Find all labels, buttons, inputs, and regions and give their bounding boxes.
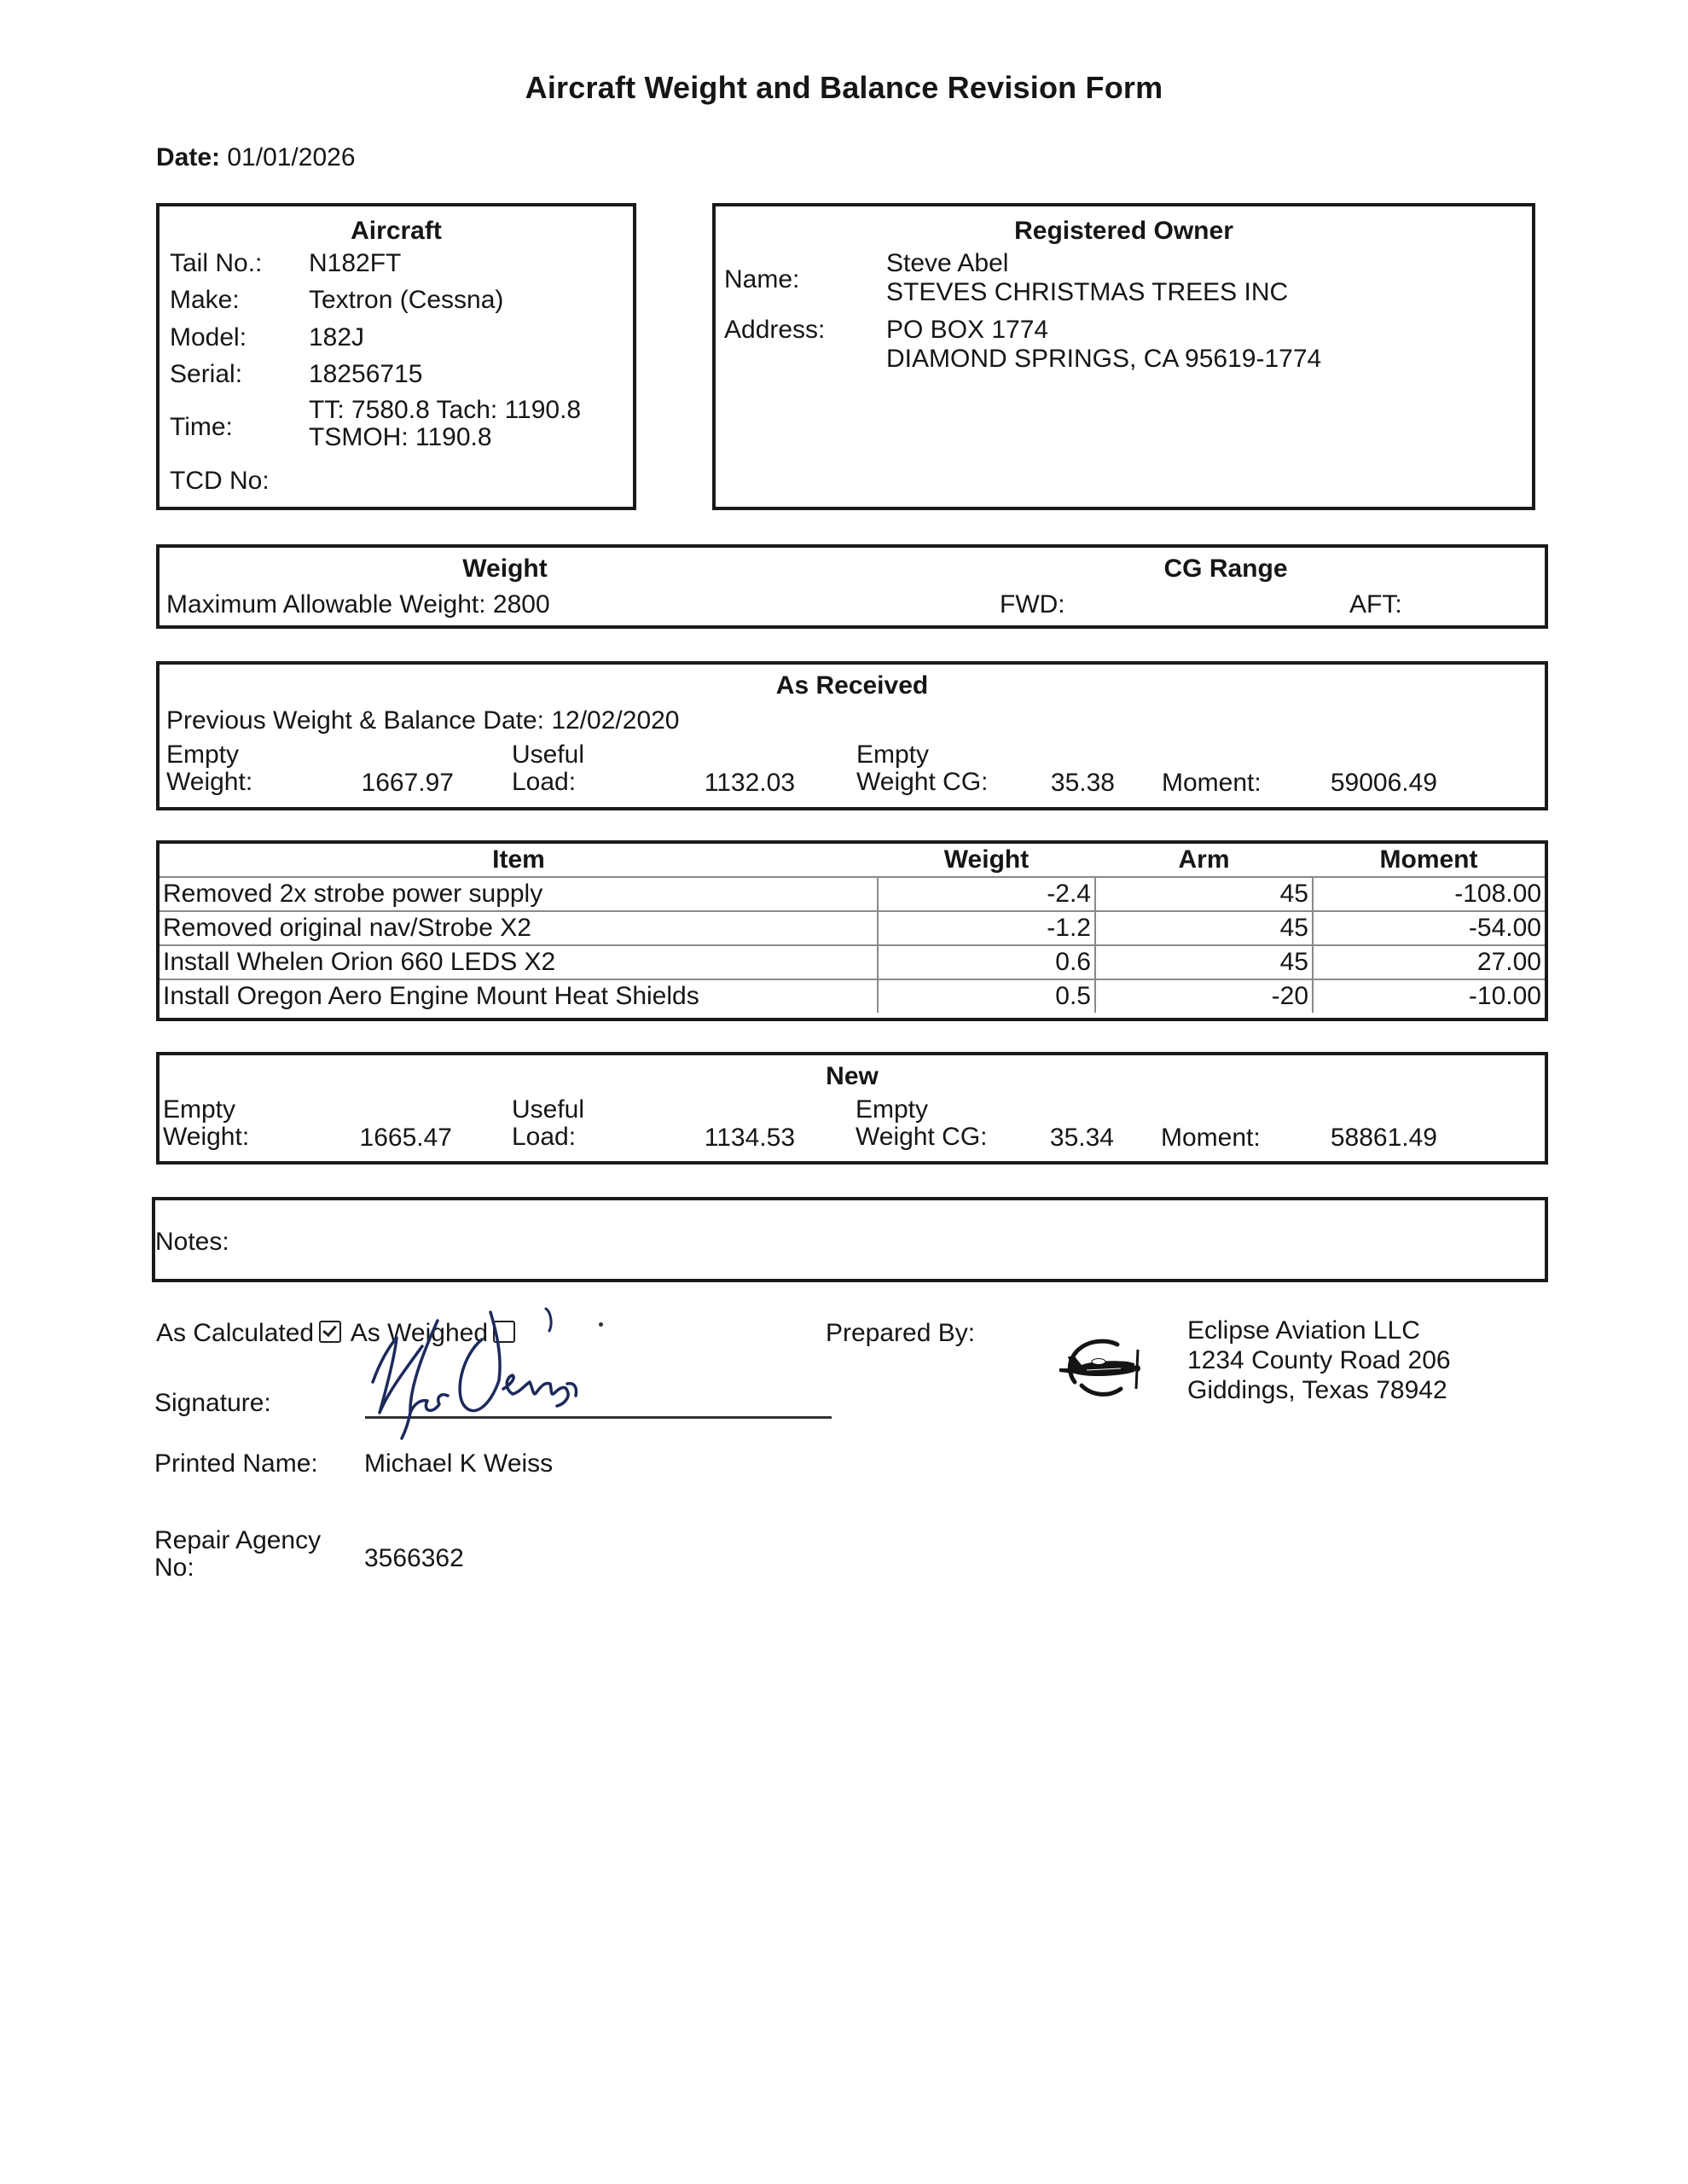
aft-label: AFT: [1349,590,1402,619]
item-arm: 45 [1095,877,1313,911]
repair-agency-value: 3566362 [364,1544,464,1572]
owner-address-line-2: DIAMOND SPRINGS, CA 95619-1774 [886,345,1322,373]
new-header: New [826,1062,879,1090]
time-label: Time: [170,413,233,441]
new-useful-load-label-line-1: Useful [512,1095,585,1124]
model-label: Model: [170,323,247,351]
new-empty-weight-value: 1665.47 [359,1124,452,1152]
items-header-row [160,844,1545,877]
make-value: Textron (Cessna) [309,286,504,314]
max-weight-label: Maximum Allowable Weight: 2800 [166,590,550,619]
aircraft-header: Aircraft [351,217,442,245]
new-empty-weight-label [163,1096,249,1151]
preparer-name: Eclipse Aviation LLC [1187,1316,1420,1345]
signature-stroke-icon [537,1307,589,1333]
new-moment-label: Moment: [1161,1124,1261,1152]
new-empty-weight-label-line-2: Weight: [163,1123,250,1151]
new-box [156,1052,1548,1165]
registered-owner-box [712,203,1535,510]
empty-cg-label-line-1: Empty [856,741,930,769]
owner-header: Registered Owner [1014,217,1233,245]
table-row [160,911,1545,945]
model-value: 182J [309,323,365,351]
make-label: Make: [170,286,240,314]
item-name: Install Whelen Orion 660 LEDS X2 [160,945,878,979]
useful-load-label-line-1: Useful [512,741,585,769]
item-arm: 45 [1095,945,1313,979]
owner-address-label: Address: [724,316,826,344]
item-weight: 0.5 [878,979,1095,1013]
notes-box[interactable] [152,1197,1548,1282]
date-label: Date: [156,143,221,171]
new-empty-weight-label-line-1: Empty [163,1095,236,1124]
repair-agency-label [154,1527,321,1582]
table-row [160,979,1545,1013]
new-useful-load-label [512,1096,584,1151]
preparer-address-block [1187,1316,1451,1405]
prepared-by-label: Prepared By: [826,1319,976,1347]
new-empty-cg-label [856,1096,988,1151]
cg-range-header: CG Range [1163,555,1288,583]
moment-label: Moment: [1162,769,1262,797]
tcd-label: TCD No: [170,467,270,495]
table-row [160,877,1545,911]
empty-cg-value: 35.38 [1050,769,1115,797]
time-value [309,397,581,451]
tail-value: N182FT [309,249,402,277]
date-value: 01/01/2026 [227,143,356,171]
preparer-address-line-2: Giddings, Texas 78942 [1187,1376,1447,1404]
useful-load-label [512,741,584,796]
useful-load-value: 1132.03 [704,769,795,797]
owner-address-line-1: PO BOX 1774 [886,316,1049,344]
col-header-item: Item [160,844,878,877]
item-weight: -2.4 [878,877,1095,911]
new-useful-load-value: 1134.53 [704,1124,795,1152]
time-line-2: TSMOH: 1190.8 [309,423,492,451]
serial-value: 18256715 [309,360,423,388]
new-empty-cg-label-line-1: Empty [856,1095,929,1124]
as-received-header: As Received [775,671,929,700]
table-row [160,945,1545,979]
repair-agency-label-line-2: No: [154,1554,194,1582]
new-empty-cg-label-line-2: Weight CG: [856,1123,988,1151]
as-calculated-label: As Calculated [156,1319,315,1347]
new-useful-load-label-line-2: Load: [512,1123,577,1151]
useful-load-label-line-2: Load: [512,768,577,796]
item-moment: 27.00 [1313,945,1545,979]
weight-header: Weight [462,555,548,583]
item-weight: -1.2 [878,911,1095,945]
items-table [160,844,1545,1013]
items-table-box [156,840,1548,1021]
signature-icon [363,1304,653,1440]
as-received-box [156,661,1548,810]
empty-cg-label-line-2: Weight CG: [856,768,989,796]
signature-label: Signature: [154,1389,271,1417]
airplane-circle-logo-icon [1056,1338,1151,1399]
printed-name-value: Michael K Weiss [364,1449,554,1478]
col-header-arm: Arm [1095,844,1313,877]
tail-label: Tail No.: [170,249,263,277]
time-line-1: TT: 7580.8 Tach: 1190.8 [309,396,582,424]
owner-name-line-2: STEVES CHRISTMAS TREES INC [886,278,1289,306]
fwd-label: FWD: [1000,590,1065,619]
item-moment: -108.00 [1313,877,1545,911]
col-header-moment: Moment [1313,844,1545,877]
item-moment: -54.00 [1313,911,1545,945]
empty-weight-label-line-2: Weight: [166,768,253,796]
item-arm: 45 [1095,911,1313,945]
col-header-weight: Weight [878,844,1095,877]
preparer-address-line-1: 1234 County Road 206 [1187,1346,1451,1374]
notes-label: Notes: [155,1228,229,1256]
owner-name-label: Name: [724,265,800,293]
stray-dot [599,1322,603,1327]
form-title: Aircraft Weight and Balance Revision Form [525,70,1163,105]
weight-cg-box [156,544,1548,629]
prev-wb-date: Previous Weight & Balance Date: 12/02/2020 [166,706,680,735]
item-weight: 0.6 [878,945,1095,979]
aircraft-box [156,203,636,510]
printed-name-label: Printed Name: [154,1449,318,1478]
item-name: Install Oregon Aero Engine Mount Heat Shields [163,982,699,1010]
repair-agency-label-line-1: Repair Agency [154,1526,322,1554]
owner-name-line-1: Steve Abel [886,249,1009,277]
empty-weight-value: 1667.97 [361,769,454,797]
empty-weight-label-line-1: Empty [166,741,240,769]
form-date [156,143,356,172]
empty-weight-label [166,741,252,796]
item-arm: -20 [1095,979,1313,1013]
serial-label: Serial: [170,360,243,388]
new-moment-value: 58861.49 [1330,1124,1437,1152]
empty-cg-label [856,741,989,796]
as-calculated-checkbox[interactable] [319,1321,341,1343]
item-moment: -10.00 [1313,979,1545,1013]
item-name: Removed original nav/Strobe X2 [160,911,878,945]
as-weighed-label: As Weighed [350,1319,489,1347]
item-name: Removed 2x strobe power supply [160,877,878,911]
moment-value: 59006.49 [1330,769,1437,797]
new-empty-cg-value: 35.34 [1049,1124,1114,1152]
